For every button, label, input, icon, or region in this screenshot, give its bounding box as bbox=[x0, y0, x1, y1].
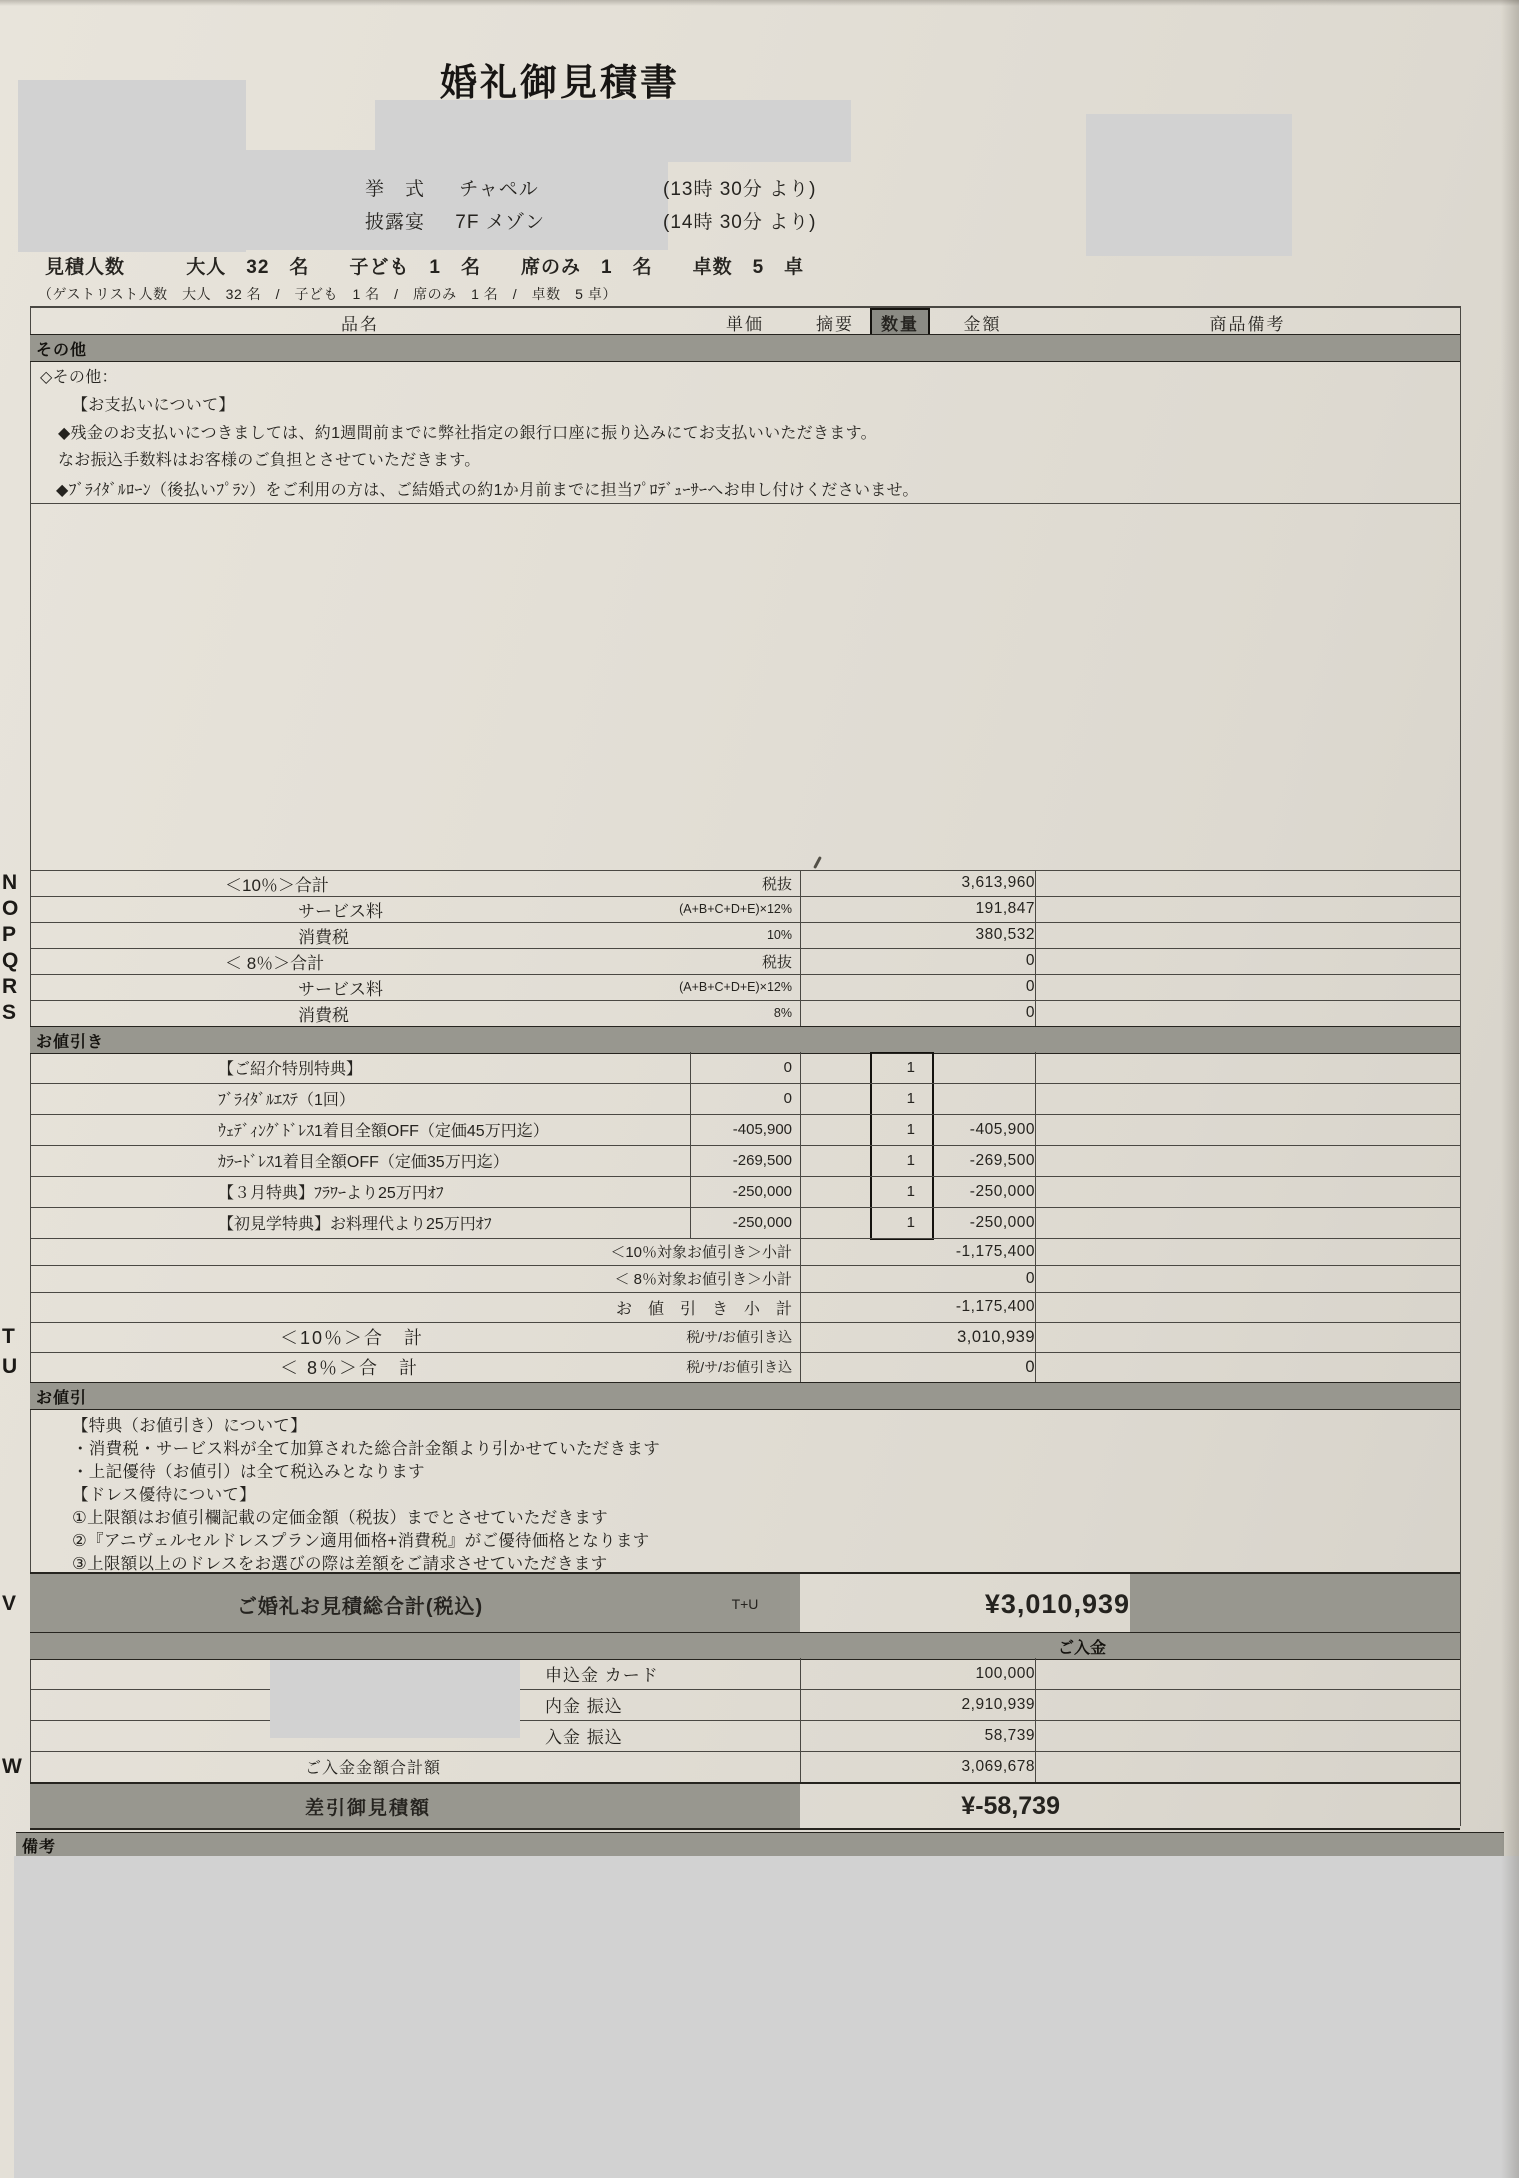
row-amount: 100,000 bbox=[975, 1664, 1035, 1682]
row-label: 申込金 カード bbox=[545, 1666, 659, 1685]
row-letter: N bbox=[2, 871, 18, 894]
row-amount: 380,532 bbox=[975, 926, 1035, 943]
header-item: 品名 bbox=[341, 314, 379, 334]
row-label: 【３月特典】ﾌﾗﾜｰより25万円ｵﾌ bbox=[218, 1185, 444, 1202]
row-amount: -250,000 bbox=[969, 1213, 1035, 1231]
band-label: お値引 bbox=[36, 1389, 88, 1407]
row-unit-price: -405,900 bbox=[732, 1121, 792, 1138]
row-amount: -1,175,400 bbox=[955, 1242, 1035, 1260]
subtotal-row bbox=[30, 1292, 1460, 1323]
ceremony-value: チャペル bbox=[459, 179, 539, 200]
section-band-discount bbox=[30, 1026, 1460, 1054]
row-amount: 0 bbox=[1025, 1004, 1035, 1021]
row-label: サービス料 bbox=[298, 901, 383, 921]
band-label: お値引き bbox=[36, 1033, 105, 1051]
header-unit-price: 単価 bbox=[726, 314, 764, 334]
row-divider bbox=[30, 503, 1461, 504]
row-amount: 58,739 bbox=[984, 1726, 1035, 1744]
payment-row bbox=[30, 1720, 1460, 1752]
reception-value: 7F メゾン bbox=[455, 212, 546, 233]
benefit-note-line: 【ドレス優待について】 bbox=[72, 1486, 256, 1504]
redaction-block bbox=[1086, 114, 1292, 256]
row-label: ﾌﾞﾗｲﾀﾞﾙｴｽﾃ（1回） bbox=[218, 1092, 355, 1109]
row-amount: 0 bbox=[1025, 1357, 1035, 1376]
discount-row bbox=[30, 1145, 1460, 1177]
discount-row bbox=[30, 1052, 1460, 1084]
grand-total-formula: T+U bbox=[731, 1596, 759, 1612]
page-title: 婚礼御見積書 bbox=[440, 62, 680, 103]
guestlist-line: （ゲストリスト人数 大人 32 名 / 子ども 1 名 / 席のみ 1 名 / 卓数 5 卓） bbox=[38, 286, 617, 302]
header-amount: 金額 bbox=[963, 314, 1002, 334]
section-band-other bbox=[30, 334, 1460, 362]
ceremony-time: (13時 30分 より) bbox=[663, 179, 817, 200]
row-label: お 値 引 き 小 計 bbox=[615, 1300, 792, 1318]
row-quantity: 1 bbox=[906, 1090, 915, 1107]
tax-row bbox=[2, 948, 1460, 975]
row-label: 入金 振込 bbox=[545, 1728, 623, 1747]
row-letter: V bbox=[2, 1592, 17, 1615]
header-summary: 摘要 bbox=[816, 314, 854, 334]
row-label: ｶﾗｰﾄﾞﾚｽ1着目全額OFF（定価35万円迄） bbox=[218, 1154, 509, 1171]
header-quantity: 数量 bbox=[870, 308, 930, 336]
grand-total-label: ご婚礼お見積総合計(税込) bbox=[236, 1595, 484, 1618]
other-note-line: なお振込手数料はお客様のご負担とさせていただきます。 bbox=[58, 452, 481, 469]
row-quantity: 1 bbox=[906, 1059, 915, 1076]
benefit-note-line: ②『アニヴェルセルドレスプラン適用価格+消費税』がご優待価格となります bbox=[72, 1532, 650, 1550]
row-amount: -269,500 bbox=[969, 1151, 1035, 1169]
tax-row bbox=[2, 1000, 1460, 1027]
balance-label: 差引御見積額 bbox=[30, 1784, 800, 1828]
discount-row bbox=[30, 1083, 1460, 1115]
payment-row bbox=[30, 1658, 1460, 1690]
row-rate: 8% bbox=[773, 1006, 792, 1020]
row-label: 【ご紹介特別特典】 bbox=[218, 1061, 363, 1078]
row-letter: U bbox=[2, 1355, 18, 1378]
payment-row bbox=[30, 1689, 1460, 1721]
subtotal-row bbox=[30, 1238, 1460, 1266]
section-band-benefit bbox=[30, 1382, 1460, 1410]
row-label: 消費税 bbox=[298, 1005, 349, 1025]
row-quantity: 1 bbox=[906, 1152, 915, 1169]
discount-row bbox=[30, 1176, 1460, 1208]
row-label: ご入金金額合計額 bbox=[305, 1760, 442, 1777]
row-rate: 税抜 bbox=[761, 953, 792, 971]
headcount-label: 見積人数 bbox=[45, 257, 126, 278]
row-amount: 0 bbox=[1025, 952, 1035, 969]
total-row bbox=[2, 1322, 1460, 1353]
row-amount: -405,900 bbox=[969, 1120, 1035, 1138]
row-amount: -250,000 bbox=[969, 1182, 1035, 1200]
row-rate: (A+B+C+D+E)×12% bbox=[679, 980, 792, 994]
band-label: ご入金 bbox=[1058, 1639, 1107, 1657]
benefit-note-line: ・消費税・サービス料が全て加算された総合計金額より引かせていただきます bbox=[72, 1440, 660, 1458]
row-letter: P bbox=[2, 923, 17, 946]
stray-pen-mark bbox=[813, 856, 822, 869]
row-amount: 3,613,960 bbox=[961, 874, 1035, 891]
redaction-block bbox=[375, 100, 851, 162]
benefit-note-line: ③上限額以上のドレスをお選びの際は差額をご請求させていただきます bbox=[72, 1555, 608, 1573]
row-rate: 税/サ/お値引き込 bbox=[686, 1359, 792, 1375]
row-rate: (A+B+C+D+E)×12% bbox=[679, 902, 792, 916]
row-label: ＜ 8％＞合 計 bbox=[280, 1358, 420, 1378]
row-amount: 3,010,939 bbox=[957, 1327, 1035, 1346]
row-label: ＜10％＞合 計 bbox=[280, 1328, 425, 1348]
row-amount: 0 bbox=[1025, 978, 1035, 995]
band-label: その他 bbox=[36, 341, 88, 359]
balance-row bbox=[30, 1782, 1460, 1830]
tax-row bbox=[2, 870, 1460, 897]
headcount-detail: 大人 32 名 子ども 1 名 席のみ 1 名 卓数 5 卓 bbox=[186, 257, 805, 278]
total-row bbox=[2, 1352, 1460, 1383]
row-label: 【初見学特典】お料理代より25万円ｵﾌ bbox=[218, 1216, 492, 1233]
band-label: 備考 bbox=[22, 1838, 57, 1856]
row-label: サービス料 bbox=[298, 979, 383, 999]
row-letter: Q bbox=[2, 949, 19, 972]
reception-time: (14時 30分 より) bbox=[663, 212, 817, 233]
discount-row bbox=[30, 1207, 1460, 1239]
row-label: ＜10％＞合計 bbox=[225, 875, 329, 895]
header-remarks: 商品備考 bbox=[1209, 314, 1286, 334]
row-label: 内金 振込 bbox=[545, 1697, 623, 1716]
grand-total-amount: ¥3,010,939 bbox=[984, 1588, 1130, 1619]
tax-row bbox=[2, 974, 1460, 1001]
row-unit-price: 0 bbox=[783, 1059, 792, 1076]
row-letter: O bbox=[2, 897, 19, 920]
headcount-line bbox=[45, 252, 804, 279]
ceremony-label: 挙 式 bbox=[365, 179, 426, 200]
row-rate: 税/サ/お値引き込 bbox=[686, 1329, 792, 1345]
row-label: ＜ 8％対象お値引き＞小計 bbox=[614, 1271, 792, 1288]
benefit-note-line: 【特典（お値引き）について】 bbox=[72, 1417, 307, 1435]
redaction-block bbox=[270, 1660, 520, 1738]
other-note-line: ◆残金のお支払いにつきましては、約1週間前までに弊社指定の銀行口座に振り込みにてお支払いいただきます。 bbox=[58, 425, 877, 442]
row-quantity: 1 bbox=[906, 1183, 915, 1200]
row-unit-price: -269,500 bbox=[732, 1152, 792, 1169]
grand-total-row bbox=[2, 1572, 1460, 1636]
row-label: ｳｪﾃﾞｨﾝｸﾞﾄﾞﾚｽ1着目全額OFF（定価45万円迄） bbox=[218, 1123, 549, 1140]
other-note-line: ◇その他： bbox=[40, 369, 118, 386]
section-band-remarks bbox=[16, 1832, 1504, 1858]
photo-edge-shadow bbox=[0, 0, 1519, 6]
row-quantity: 1 bbox=[906, 1214, 915, 1231]
ceremony-line bbox=[365, 174, 539, 201]
subtotal-row bbox=[30, 1265, 1460, 1293]
row-rate: 10% bbox=[766, 928, 792, 942]
reception-line bbox=[365, 207, 545, 234]
row-quantity: 1 bbox=[906, 1121, 915, 1138]
row-letter: S bbox=[2, 1001, 17, 1024]
discount-row bbox=[30, 1114, 1460, 1146]
row-unit-price: -250,000 bbox=[732, 1183, 792, 1200]
row-letter: T bbox=[2, 1325, 15, 1348]
row-amount: -1,175,400 bbox=[955, 1298, 1035, 1315]
row-unit-price: -250,000 bbox=[732, 1214, 792, 1231]
row-amount: 191,847 bbox=[975, 900, 1035, 917]
redaction-block bbox=[14, 1856, 1519, 2178]
benefit-note-line: ・上記優待（お値引）は全て税込みとなります bbox=[72, 1463, 425, 1481]
row-unit-price: 0 bbox=[783, 1090, 792, 1107]
other-note-line: ◆ﾌﾞﾗｲﾀﾞﾙﾛｰﾝ（後払いﾌﾟﾗﾝ）をご利用の方は、ご結婚式の約1か月前までに担当ﾌﾟﾛﾃﾞｭｰｻｰへお申し付けくださいませ。 bbox=[56, 482, 919, 499]
row-letter: R bbox=[2, 975, 18, 998]
row-amount: 2,910,939 bbox=[961, 1695, 1035, 1713]
row-label: ＜10％対象お値引き＞小計 bbox=[610, 1244, 792, 1261]
other-note-line: 【お支払いについて】 bbox=[72, 397, 235, 414]
tax-row bbox=[2, 896, 1460, 923]
row-label: 消費税 bbox=[298, 927, 349, 947]
benefit-note-line: ①上限額はお値引欄記載の定価金額（税抜）までとさせていただきます bbox=[72, 1509, 608, 1527]
section-band-payment bbox=[30, 1632, 1460, 1660]
payment-total-row bbox=[2, 1751, 1460, 1783]
row-label: ＜ 8％＞合計 bbox=[225, 953, 325, 973]
row-amount: 0 bbox=[1025, 1269, 1035, 1287]
reception-label: 披露宴 bbox=[365, 212, 426, 233]
balance-amount: ¥-58,739 bbox=[961, 1791, 1060, 1820]
table-right-border bbox=[1460, 306, 1461, 1826]
row-amount: 3,069,678 bbox=[961, 1757, 1035, 1775]
tax-row bbox=[2, 922, 1460, 949]
redaction-block bbox=[18, 150, 668, 250]
row-letter: W bbox=[2, 1754, 22, 1778]
row-rate: 税抜 bbox=[761, 875, 792, 893]
